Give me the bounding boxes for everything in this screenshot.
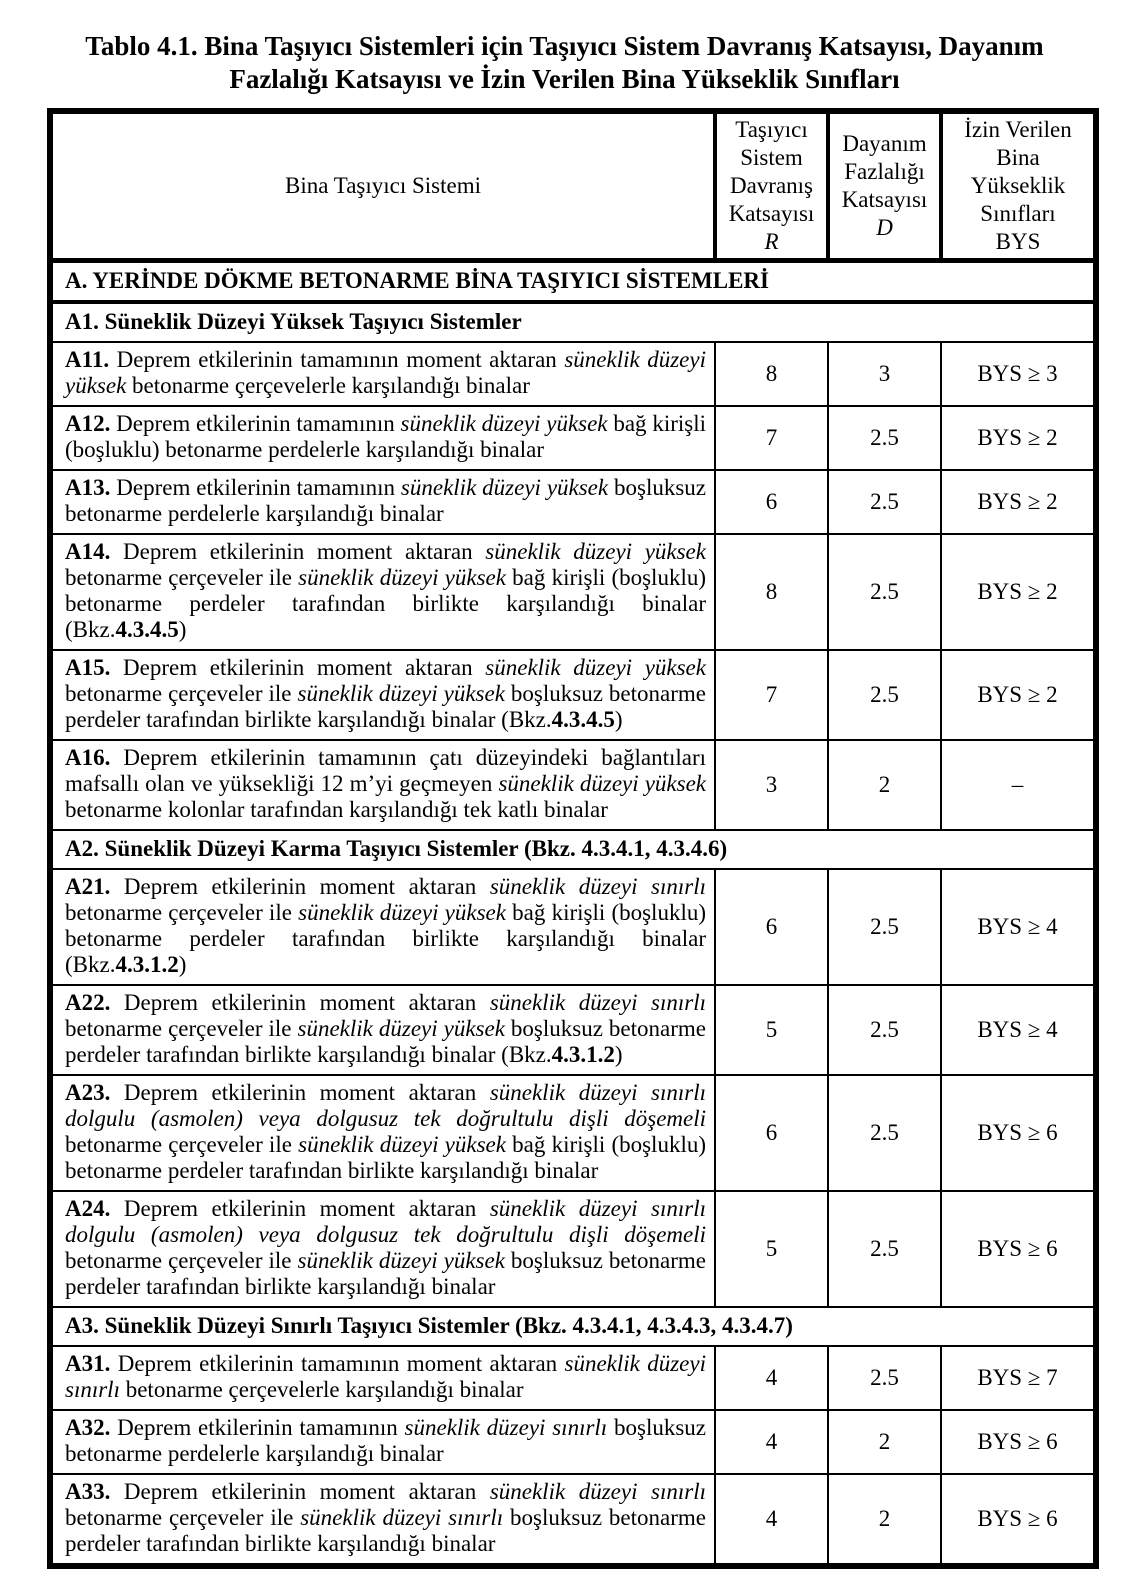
system-description: [50, 534, 715, 650]
bys-class-value: BYS ≥ 6: [941, 1191, 1096, 1307]
desc-segment: Deprem etkilerinin moment aktaran: [110, 655, 486, 680]
desc-segment: Deprem etkilerinin tamamının moment aktaran: [110, 1351, 565, 1376]
r-coefficient-value: 5: [715, 1191, 828, 1307]
desc-segment: süneklik düzeyi sınırlı: [489, 990, 706, 1015]
header-line: Sistem: [740, 145, 803, 170]
desc-segment: Deprem etkilerinin moment aktaran: [110, 539, 486, 564]
bys-class-value: BYS ≥ 2: [941, 534, 1096, 650]
header-symbol: D: [876, 215, 893, 240]
system-row-A13: [50, 470, 1096, 534]
table-title-line2: Fazlalığı Katsayısı ve İzin Verilen Bina Yükseklik Sınıfları: [229, 64, 900, 94]
column-header-r-coefficient: [715, 111, 828, 261]
desc-segment: A21.: [65, 874, 111, 899]
section-header-sub: [50, 830, 1096, 869]
desc-segment: süneklik düzeyi yüksek: [298, 1132, 506, 1157]
d-coefficient-value: 2.5: [828, 1346, 941, 1410]
r-coefficient-value: 4: [715, 1346, 828, 1410]
system-row-A32: [50, 1410, 1096, 1474]
desc-segment: bağ kirişli (boşluklu) betonarme perdeler tarafından birlikte karşılandığı binalar (Bkz.: [65, 900, 706, 977]
desc-segment: betonarme kolonlar tarafından karşılandığı tek katlı binalar: [65, 797, 608, 822]
desc-segment: süneklik düzeyi sınırlı: [65, 1351, 706, 1402]
desc-segment: A13.: [65, 475, 111, 500]
r-coefficient-value: 5: [715, 985, 828, 1075]
d-coefficient-value: 2: [828, 740, 941, 830]
desc-segment: süneklik düzeyi yüksek: [297, 1248, 505, 1273]
header-line: Dayanım: [842, 131, 927, 156]
r-coefficient-value: 6: [715, 869, 828, 985]
desc-segment: Deprem etkilerinin tamamının: [110, 475, 401, 500]
desc-segment: betonarme çerçeveler ile: [65, 1505, 301, 1530]
desc-segment: süneklik düzeyi yüksek: [485, 655, 706, 680]
desc-segment: 4.3.1.2: [115, 952, 179, 977]
system-description: [50, 406, 715, 470]
desc-segment: bağ kirişli (boşluklu) betonarme perdelerle karşılandığı binalar: [65, 411, 706, 462]
system-row-A33: [50, 1474, 1096, 1566]
header-line: Katsayısı: [728, 201, 815, 226]
desc-segment: boşluksuz betonarme perdelerle karşılandığı binalar: [65, 1415, 706, 1466]
desc-segment: betonarme çerçevelerle karşılandığı binalar: [126, 373, 530, 398]
r-coefficient-value: 3: [715, 740, 828, 830]
r-coefficient-value: 8: [715, 342, 828, 406]
system-description: [50, 470, 715, 534]
table-title-line1: Tablo 4.1. Bina Taşıyıcı Sistemleri için Taşıyıcı Sistem Davranış Katsayısı, Dayanım: [85, 31, 1044, 61]
system-row-A14: [50, 534, 1096, 650]
desc-segment: boşluksuz betonarme perdeler tarafından birlikte karşılandığı binalar: [65, 1248, 706, 1299]
desc-segment: süneklik düzeyi sınırlı dolgulu (asmolen) veya dolgusuz tek doğrultulu dişli döşemeli: [65, 1196, 706, 1247]
bys-class-value: –: [941, 740, 1096, 830]
header-line: Yükseklik: [970, 173, 1066, 198]
desc-segment: A24.: [65, 1196, 111, 1221]
desc-segment: ): [178, 617, 187, 642]
desc-segment: süneklik düzeyi yüksek: [400, 475, 609, 500]
desc-segment: süneklik düzeyi yüksek: [485, 539, 706, 564]
desc-segment: süneklik düzeyi yüksek: [297, 681, 505, 706]
system-row-A22: [50, 985, 1096, 1075]
r-coefficient-value: 4: [715, 1410, 828, 1474]
desc-segment: betonarme çerçeveler ile: [65, 1248, 298, 1273]
header-symbol: BYS: [995, 229, 1041, 254]
r-coefficient-value: 6: [715, 1075, 828, 1191]
desc-segment: bağ kirişli (boşluklu) betonarme perdeler tarafından birlikte karşılandığı binalar: [65, 1132, 706, 1183]
d-coefficient-value: 2.5: [828, 1075, 941, 1191]
header-line: Taşıyıcı: [735, 117, 808, 142]
system-description: [50, 1191, 715, 1307]
desc-segment: süneklik düzeyi sınırlı: [489, 1479, 706, 1504]
bys-class-value: BYS ≥ 4: [941, 985, 1096, 1075]
system-row-A11: [50, 342, 1096, 406]
desc-segment: betonarme çerçeveler ile: [65, 681, 298, 706]
r-coefficient-value: 6: [715, 470, 828, 534]
desc-segment: ): [178, 952, 187, 977]
bys-class-value: BYS ≥ 4: [941, 869, 1096, 985]
section-header-main: [50, 261, 1096, 303]
desc-segment: süneklik düzeyi sınırlı: [404, 1415, 608, 1440]
header-line: Sınıfları: [980, 201, 1056, 226]
bys-class-value: BYS ≥ 2: [941, 470, 1096, 534]
desc-segment: Deprem etkilerinin tamamının çatı düzeyindeki bağlantıları mafsallı olan ve yüksekliği 12 m’yi geçmeyen: [65, 745, 706, 796]
system-row-A23: [50, 1075, 1096, 1191]
desc-segment: A15.: [65, 655, 111, 680]
desc-segment: Deprem etkilerinin moment aktaran: [110, 1080, 490, 1105]
header-line: İzin Verilen: [964, 117, 1072, 142]
system-description: [50, 740, 715, 830]
section-header-sub: [50, 302, 1096, 342]
bys-class-value: BYS ≥ 7: [941, 1346, 1096, 1410]
system-row-A21: [50, 869, 1096, 985]
bys-class-value: BYS ≥ 6: [941, 1474, 1096, 1566]
desc-segment: bağ kirişli (boşluklu) betonarme perdeler tarafından birlikte karşılandığı binalar (Bkz.: [65, 565, 706, 642]
desc-segment: süneklik düzeyi yüksek: [297, 1016, 505, 1041]
desc-segment: A11.: [65, 347, 110, 372]
d-coefficient-value: 2.5: [828, 406, 941, 470]
desc-segment: ): [614, 1042, 623, 1067]
desc-segment: Deprem etkilerinin tamamının: [110, 411, 401, 436]
system-description: [50, 650, 715, 740]
section-header-sub: [50, 1307, 1096, 1346]
desc-segment: A22.: [65, 990, 111, 1015]
system-description: [50, 985, 715, 1075]
desc-segment: A33.: [65, 1479, 111, 1504]
desc-segment: A31.: [65, 1351, 111, 1376]
column-header-row: [50, 111, 1096, 261]
desc-segment: 4.3.1.2: [551, 1042, 615, 1067]
desc-segment: A23.: [65, 1080, 111, 1105]
system-row-A12: [50, 406, 1096, 470]
r-coefficient-value: 7: [715, 406, 828, 470]
d-coefficient-value: 2.5: [828, 470, 941, 534]
desc-segment: Deprem etkilerinin tamamının: [110, 1415, 405, 1440]
desc-segment: betonarme çerçeveler ile: [65, 565, 299, 590]
d-coefficient-value: 2: [828, 1410, 941, 1474]
bys-class-value: BYS ≥ 3: [941, 342, 1096, 406]
desc-segment: 4.3.4.5: [551, 707, 615, 732]
section-label: A3. Süneklik Düzeyi Sınırlı Taşıyıcı Sistemler (Bkz. 4.3.4.1, 4.3.4.3, 4.3.4.7): [50, 1307, 1096, 1346]
system-description: [50, 869, 715, 985]
section-label: A. YERİNDE DÖKME BETONARME BİNA TAŞIYICI SİSTEMLERİ: [50, 261, 1096, 303]
system-description: [50, 1410, 715, 1474]
column-header-d-coefficient: [828, 111, 941, 261]
d-coefficient-value: 2.5: [828, 1191, 941, 1307]
desc-segment: boşluksuz betonarme perdeler tarafından birlikte karşılandığı binalar: [65, 1505, 706, 1556]
system-description: [50, 1346, 715, 1410]
desc-segment: Deprem etkilerinin tamamının moment aktaran: [109, 347, 565, 372]
desc-segment: Deprem etkilerinin moment aktaran: [110, 1479, 490, 1504]
desc-segment: süneklik düzeyi sınırlı dolgulu (asmolen) veya dolgusuz tek doğrultulu dişli döşemeli: [65, 1080, 706, 1131]
d-coefficient-value: 2.5: [828, 650, 941, 740]
desc-segment: A12.: [65, 411, 111, 436]
desc-segment: A16.: [65, 745, 111, 770]
d-coefficient-value: 2.5: [828, 985, 941, 1075]
table-title: [0, 0, 1129, 96]
desc-segment: 4.3.4.5: [115, 617, 179, 642]
bys-class-value: BYS ≥ 2: [941, 650, 1096, 740]
table-4-1: [47, 108, 1099, 1569]
bys-class-value: BYS ≥ 2: [941, 406, 1096, 470]
desc-segment: betonarme çerçeveler ile: [65, 900, 299, 925]
d-coefficient-value: 2.5: [828, 534, 941, 650]
desc-segment: süneklik düzeyi sınırlı: [300, 1505, 504, 1530]
system-description: [50, 342, 715, 406]
r-coefficient-value: 4: [715, 1474, 828, 1566]
desc-segment: A14.: [65, 539, 111, 564]
system-row-A15: [50, 650, 1096, 740]
desc-segment: betonarme çerçevelerle karşılandığı binalar: [119, 1377, 524, 1402]
section-label: A1. Süneklik Düzeyi Yüksek Taşıyıcı Sistemler: [50, 302, 1096, 342]
section-label: A2. Süneklik Düzeyi Karma Taşıyıcı Sistemler (Bkz. 4.3.4.1, 4.3.4.6): [50, 830, 1096, 869]
d-coefficient-value: 2.5: [828, 869, 941, 985]
bys-class-value: BYS ≥ 6: [941, 1075, 1096, 1191]
header-line: Davranış: [729, 173, 814, 198]
desc-segment: ): [614, 707, 623, 732]
desc-segment: Deprem etkilerinin moment aktaran: [110, 1196, 490, 1221]
bys-class-value: BYS ≥ 6: [941, 1410, 1096, 1474]
header-symbol: R: [764, 229, 779, 254]
system-row-A24: [50, 1191, 1096, 1307]
header-line: Bina: [996, 145, 1040, 170]
r-coefficient-value: 8: [715, 534, 828, 650]
d-coefficient-value: 3: [828, 342, 941, 406]
desc-segment: süneklik düzeyi yüksek: [498, 771, 706, 796]
desc-segment: boşluksuz betonarme perdeler tarafından birlikte karşılandığı binalar (Bkz.: [65, 1016, 706, 1067]
desc-segment: boşluksuz betonarme perdeler tarafından birlikte karşılandığı binalar (Bkz.: [65, 681, 706, 732]
header-line: Fazlalığı: [844, 159, 925, 184]
system-row-A31: [50, 1346, 1096, 1410]
header-line: Katsayısı: [841, 187, 928, 212]
column-header-system: Bina Taşıyıcı Sistemi: [50, 111, 715, 261]
desc-segment: Deprem etkilerinin moment aktaran: [110, 874, 490, 899]
desc-segment: boşluksuz betonarme perdelerle karşılandığı binalar: [65, 475, 706, 526]
d-coefficient-value: 2: [828, 1474, 941, 1566]
desc-segment: süneklik düzeyi yüksek: [298, 900, 506, 925]
system-description: [50, 1075, 715, 1191]
column-header-bys-class: [941, 111, 1096, 261]
desc-segment: Deprem etkilerinin moment aktaran: [110, 990, 490, 1015]
system-row-A16: [50, 740, 1096, 830]
desc-segment: süneklik düzeyi yüksek: [400, 411, 608, 436]
table-body: [50, 261, 1096, 1567]
desc-segment: betonarme çerçeveler ile: [65, 1016, 298, 1041]
desc-segment: süneklik düzeyi sınırlı: [489, 874, 706, 899]
desc-segment: süneklik düzeyi yüksek: [65, 347, 706, 398]
system-description: [50, 1474, 715, 1566]
r-coefficient-value: 7: [715, 650, 828, 740]
desc-segment: A32.: [65, 1415, 111, 1440]
desc-segment: süneklik düzeyi yüksek: [298, 565, 506, 590]
desc-segment: betonarme çerçeveler ile: [65, 1132, 299, 1157]
